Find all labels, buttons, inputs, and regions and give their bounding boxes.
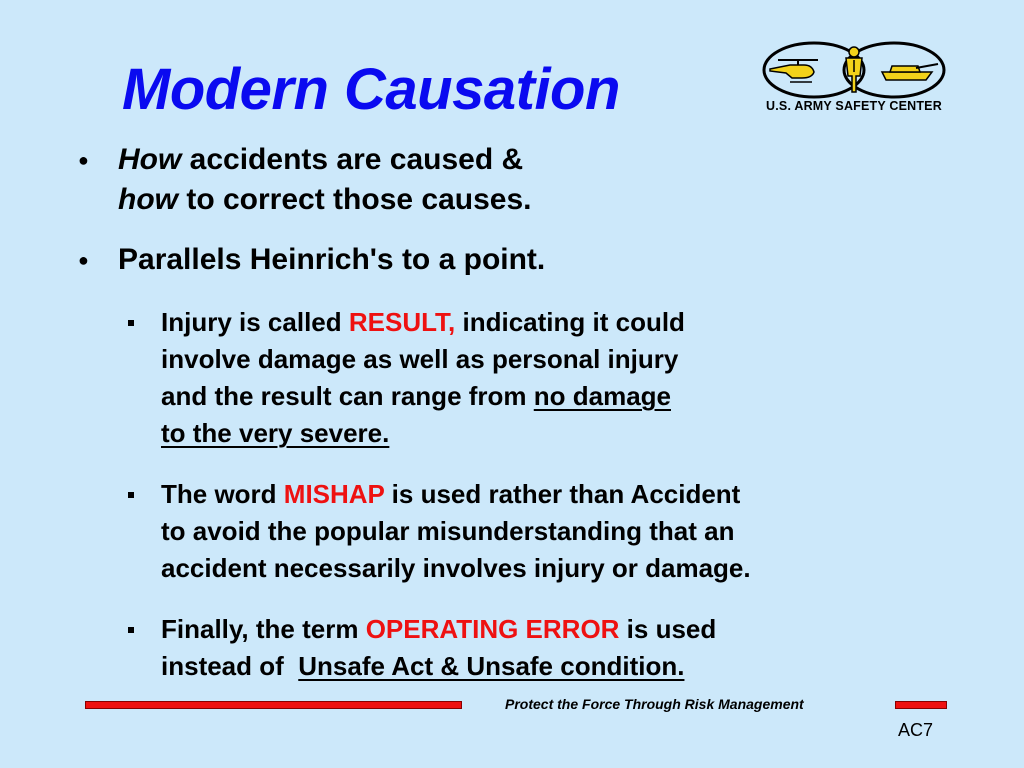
bullet-text [118, 140, 523, 180]
slide-number: AC7 [898, 720, 934, 740]
footer-tagline: Protect the Force Through Risk Management [505, 696, 804, 712]
term-operating-error: OPERATING ERROR [365, 614, 620, 644]
underlined-unsafe-act: Unsafe Act & Unsafe condition. [298, 651, 685, 681]
bullet-line-2: to correct those causes. [186, 183, 532, 216]
footer-right-bar [895, 701, 947, 709]
term-result: RESULT, [348, 307, 456, 337]
bullet-dot-icon: ● [78, 250, 89, 270]
underlined-no-damage: no damage [533, 381, 671, 411]
term-mishap: MISHAP [283, 479, 385, 509]
underlined-very-severe: to the very severe. [161, 418, 390, 448]
footer-left-bar [85, 701, 462, 709]
square-bullet-icon [128, 627, 134, 633]
bullet-text [118, 180, 531, 220]
tank-icon [882, 64, 938, 80]
logo-caption: U.S. ARMY SAFETY CENTER [766, 99, 942, 113]
emphasis-how: How [118, 143, 182, 176]
bullet-text: Parallels Heinrich's to a point. [118, 243, 546, 276]
helicopter-icon [770, 60, 818, 82]
emphasis-how: how [118, 183, 178, 216]
square-bullet-icon [128, 320, 134, 326]
soldier-icon [846, 47, 862, 92]
bullet-dot-icon: ● [78, 150, 89, 170]
slide-title: Modern Causation [122, 57, 620, 122]
bullet-line-1: accidents are caused & [189, 143, 524, 176]
square-bullet-icon [128, 492, 134, 498]
